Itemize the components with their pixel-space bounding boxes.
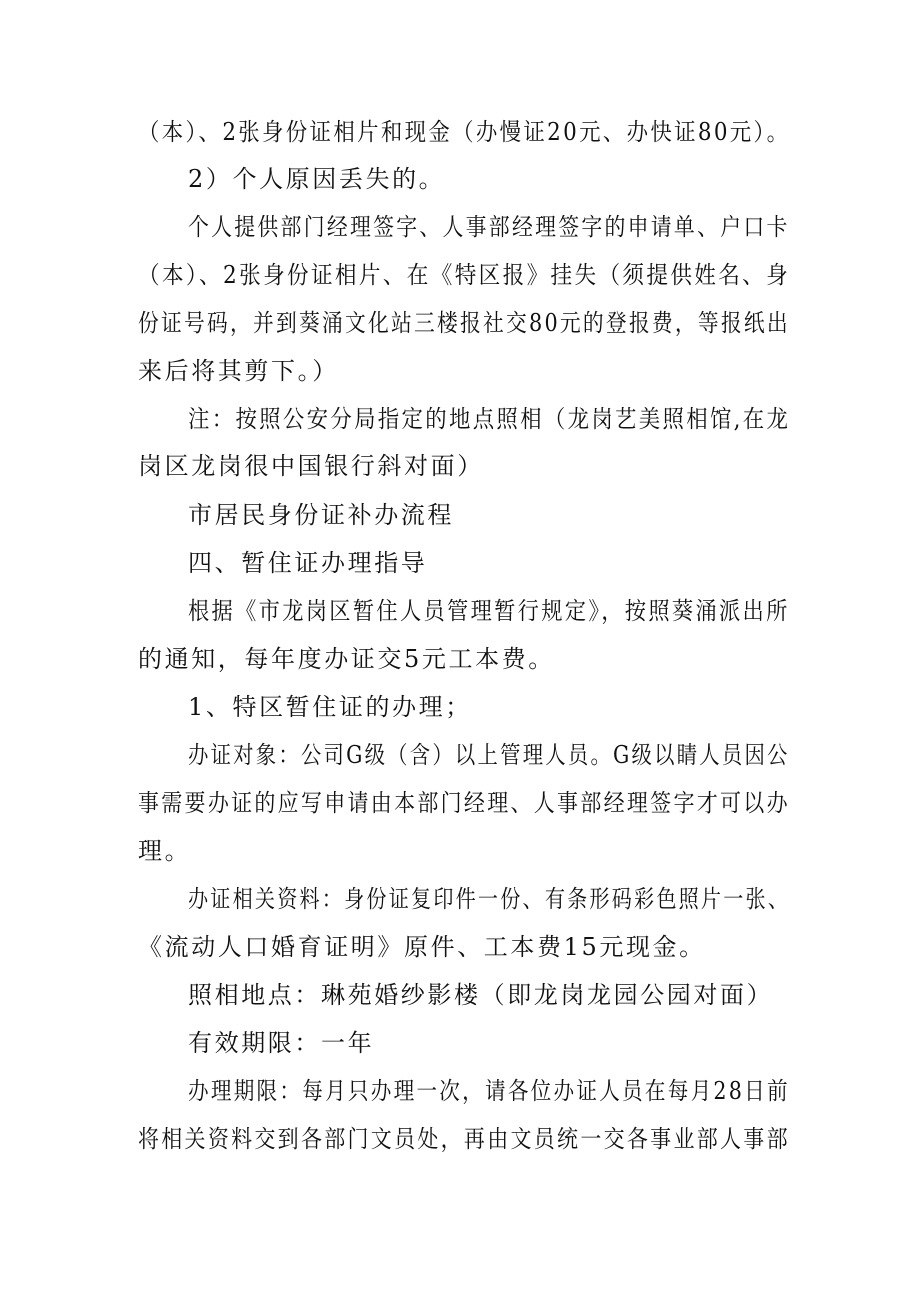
text-line-1: （本）、2张身份证相片和现金（办慢证20元、办快证80元）。 [138, 118, 791, 146]
text-line-21: 办理期限：每月只办理一次，请各位办证人员在每月28日前 [188, 1077, 790, 1105]
text-line-2: 2）个人原因丢失的。 [188, 165, 446, 193]
text-line-7: 注：按照公安分局指定的地点照相（龙岗艺美照相馆,在龙 [188, 405, 791, 433]
text-line-16: 理。 [138, 837, 192, 865]
text-line-13: 1、特区暂住证的办理； [188, 693, 472, 721]
text-line-10: 四、暂住证办理指导 [188, 549, 428, 577]
text-line-4: （本）、2张身份证相片、在《特区报》挂失（须提供姓名、身 [138, 261, 791, 289]
text-line-6: 来后将其剪下。） [138, 357, 339, 385]
text-line-11: 根据《市龙岗区暂住人员管理暂行规定》，按照葵涌派出所 [188, 597, 790, 625]
text-line-22: 将相关资料交到各部门文员处，再由文员统一交各事业部人事部 [138, 1125, 790, 1153]
text-line-15: 事需要办证的应写申请由本部门经理、人事部经理签字才可以办 [138, 789, 790, 817]
text-line-9: 市居民身份证补办流程 [188, 501, 454, 529]
text-line-19: 照相地点：琳苑婚纱影楼（即龙岗龙园公园对面） [188, 981, 774, 1009]
text-line-12: 的通知，每年度办证交5元工本费。 [138, 645, 555, 673]
text-line-17: 办证相关资料：身份证复印件一份、有条形码彩色照片一张、 [188, 885, 791, 913]
text-line-14: 办证对象：公司G级（含）以上管理人员。G级以睛人员因公 [188, 741, 790, 769]
text-line-5: 份证号码，并到葵涌文化站三楼报社交80元的登报费，等报纸出 [138, 309, 790, 337]
text-line-8: 岗区龙岗很中国银行斜对面） [138, 452, 484, 480]
text-line-18: 《流动人口婚育证明》原件、工本费15元现金。 [138, 933, 706, 961]
text-line-3: 个人提供部门经理签字、人事部经理签字的申请单、户口卡 [188, 213, 790, 241]
text-line-20: 有效期限：一年 [188, 1029, 375, 1057]
